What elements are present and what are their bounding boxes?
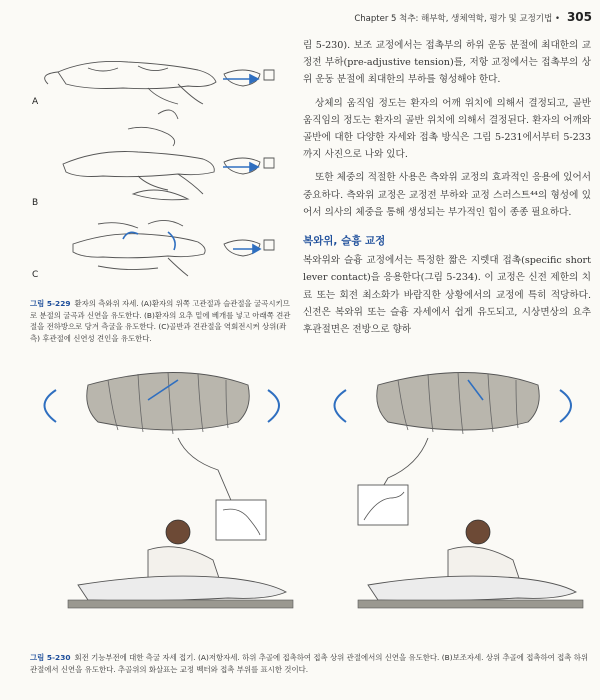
- figure-229-caption: [30, 298, 292, 344]
- running-header: [300, 10, 592, 26]
- figure-230-right-patient: [358, 576, 583, 608]
- figure-229-caption-number: 그림 5-229: [30, 299, 71, 308]
- figure-230-illustration: [28, 360, 588, 632]
- figure-229-arrows: [123, 75, 260, 253]
- figure-230-caption: [30, 652, 590, 675]
- figure-229-panel-a-patient: [45, 61, 216, 104]
- body-paragraph-2: 상체의 움직임 정도는 환자의 어깨 위치에 의해서 결정되고, 골반 움직임의 정도는 환자의 골반 위치에 의해서 결정된다. 환자의 어깨와 골반에 대한 다양한 자세와 접촉 방식은 그림 5-231에서부터 5-233까지 사진으로 나와 있다.: [303, 97, 591, 161]
- figure-229-label-b: B: [32, 198, 39, 208]
- figure-230-left-patient: [68, 576, 293, 608]
- body-paragraph-1: 림 5-230). 보조 교정에서는 접촉부의 하위 운동 분절에 최대한의 교정전 부하(pre-adjustive tension)를, 저항 교정에서는 접촉부의 상위 운동 분절에 최대한의 부하를 형성해야 한다.: [303, 40, 591, 86]
- figure-229-panel-c-vertebra: [224, 240, 274, 256]
- figure-229-panel-b-patient: [63, 110, 214, 200]
- body-text: [303, 37, 591, 338]
- body-paragraph-3: 또한 체중의 적절한 사용은 측와위 교정의 효과적인 응용에 있어서 중요하다. 측와위 교정은 교정전 부하와 교정 스러스트⁴⁴의 형성에 있어서 의사의 체중을 통해 생성되는 부가적인 힘이 종종 필요하다.: [303, 172, 591, 218]
- figure-229-illustration: [28, 44, 293, 294]
- figure-230-left-scene: [45, 372, 294, 608]
- chapter-title: Chapter 5 척추: 해부학, 생체역학, 평가 및 교정기법 •: [354, 14, 560, 24]
- figure-229-panel-a-vertebra: [224, 70, 274, 86]
- figure-230-right-inset: [358, 485, 408, 525]
- body-paragraph-4: 복와위와 슬흉 교정에서는 특정한 짧은 지렛대 접촉(specific short lever contact)을 응용한다(그림 5-234). 이 교정은 신전 제한의 치료 또는 회전 최소화가 바람직한 상황에서의 교정에 특히 적당하다. 신전은 복와위 또는 슬흉 자세에서 쉽게 유도되고, 시상면상의 요추 후관절면은 전방으로 향하: [303, 255, 591, 336]
- figure-229-panel-b-vertebra: [224, 158, 274, 174]
- figure-230-left-spine: [87, 372, 250, 434]
- figure-229-label-a: A: [32, 97, 39, 107]
- figure-230-caption-text: 회전 기능부전에 대한 측굴 자세 접기. (A)저항자세. 하위 추골에 접촉하여 접촉 상위 관절에서의 신연을 유도한다. (B)보조자세. 상위 추골에 접촉하여 접촉 하위 관절에서 신연을 유도한다. 추골위의 화살표는 교정 벡터와 접촉 부위를 표시한 것이다.: [30, 653, 589, 674]
- figure-230-right-scene: [335, 372, 584, 608]
- page-number: 305: [566, 10, 592, 24]
- figure-229-caption-text: 환자의 측와위 자세. (A)환자의 위쪽 고관절과 슬관절을 굴곡시키므로 분절의 굴곡과 신연을 유도한다. (B)환자의 요추 밑에 베개를 넣고 아래쪽 견관절을 전하방으로 당겨 측굴을 유도한다. (C)골반과 견관절을 역회전시켜 상위(좌측) 후관절에 신연성 견인을 유도한다.: [30, 299, 291, 343]
- section-heading: 복와위, 슬흉 교정: [303, 235, 386, 248]
- figure-230-left-inset: [216, 500, 266, 540]
- figure-229-panel-c-patient: [73, 220, 205, 276]
- figure-229-label-c: C: [32, 270, 39, 280]
- figure-230-right-spine: [377, 372, 540, 434]
- figure-230-caption-number: 그림 5-230: [30, 653, 71, 662]
